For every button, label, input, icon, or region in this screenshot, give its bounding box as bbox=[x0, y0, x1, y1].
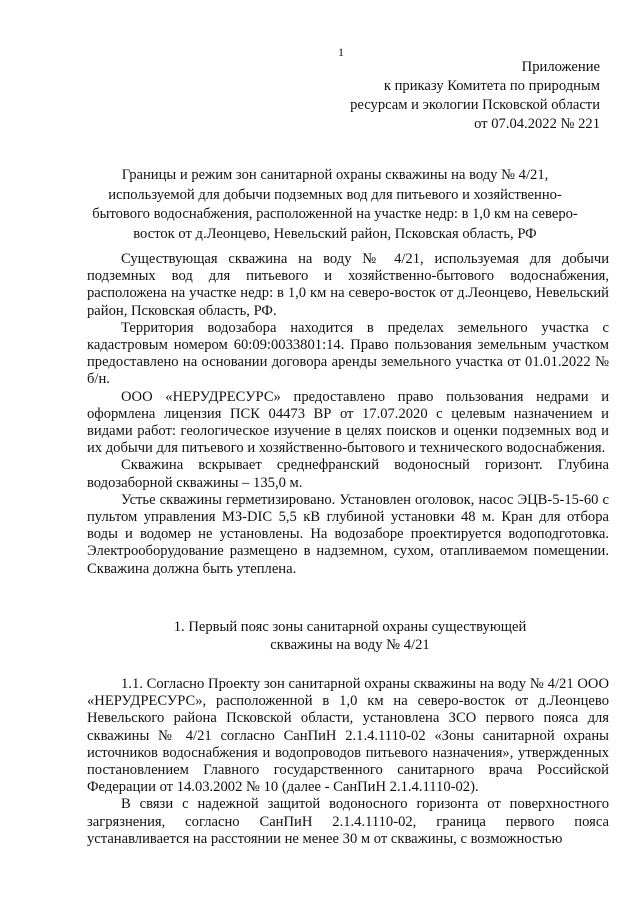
paragraph: Скважина вскрывает среднефранский водоносный горизонт. Глубина водозаборной скважины – 135,0 м. bbox=[87, 457, 609, 491]
section-heading-line: скважины на воду № 4/21 bbox=[270, 637, 430, 653]
section-heading-line: 1. Первый пояс зоны санитарной охраны существующей bbox=[173, 619, 527, 635]
section-heading bbox=[70, 618, 630, 654]
title-line: используемой для добычи подземных вод для питьевого и хозяйственно- bbox=[108, 186, 562, 203]
paragraph: В связи с надежной защитой водоносного горизонта от поверхностного загрязнения, согласно СанПиН 2.1.4.1110-02, граница первого пояса устанавливается на расстоянии не менее 30 м от скважины, с возможностью bbox=[87, 796, 609, 847]
title-line: бытового водоснабжения, расположенной на участке недр: в 1,0 км на северо- bbox=[92, 206, 578, 222]
paragraph: Территория водозабора находится в пределах земельного участка с кадастровым номером 60:09:0033801:14. Право пользования земельным участком предоставлено на основании договора аренды земельного участка от 01.01.2022 № б/н. bbox=[87, 319, 609, 388]
appendix-line: к приказу Комитета по природным bbox=[383, 78, 600, 94]
section-text bbox=[87, 676, 609, 848]
paragraph: 1.1. Согласно Проекту зон санитарной охраны скважины на воду № 4/21 ООО «НЕРУДРЕСУРС», расположенной в 1,0 км на северо-восток от д.Леонцево Невельского района Псковской области, установлена ЗСО первого пояса для скважины № 4/21 согласно СанПиН 2.1.4.1110-02 «Зоны санитарной охраны источников водоснабжения и водопроводов питьевого назначения», утвержденных постановлением Главного государственного санитарного врача Российской Федерации от 14.03.2002 № 10 (далее - СанПиН 2.1.4.1110-02). bbox=[87, 676, 609, 796]
paragraph: Существующая скважина на воду № 4/21, используемая для добычи подземных вод для питьевого и хозяйственно-бытового водоснабжения, расположена на участке недр: в 1,0 км на северо-восток от д.Леонцево, Невельский район, Псковская область, РФ. bbox=[87, 251, 609, 319]
title-line: Границы и режим зон санитарной охраны скважины на воду № 4/21, bbox=[121, 167, 549, 183]
page-number: 1 bbox=[338, 45, 344, 59]
intro-text bbox=[87, 251, 609, 578]
appendix-line: Приложение bbox=[521, 59, 600, 75]
paragraph: Устье скважины герметизировано. Установлен оголовок, насос ЭЦВ-5-15-60 с пультом управления МЗ-DIC 5,5 кВ глубиной установки 48 м. Кран для отбора воды и водомер не установлены. На водозаборе проектируется водоподготовка. Электрооборудование размещено в надземном, сухом, отапливаемом помещении. Скважина должна быть утеплена. bbox=[87, 491, 609, 577]
paragraph: ООО «НЕРУДРЕСУРС» предоставлено право пользования недрами и оформлена лицензия ПСК 04473 ВР от 17.07.2020 с целевым назначением и видами работ: геологическое изучение в целях поисков и оценки подземных вод и их добычи для питьевого и хозяйственно-бытового и технического водоснабжения. bbox=[87, 388, 609, 457]
appendix-block bbox=[300, 58, 600, 134]
appendix-line: от 07.04.2022 № 221 bbox=[474, 116, 600, 132]
appendix-line: ресурсам и экологии Псковской области bbox=[350, 97, 600, 113]
title-line: восток от д.Леонцево, Невельский район, Псковская область, РФ bbox=[133, 225, 537, 242]
document-title bbox=[70, 166, 600, 244]
